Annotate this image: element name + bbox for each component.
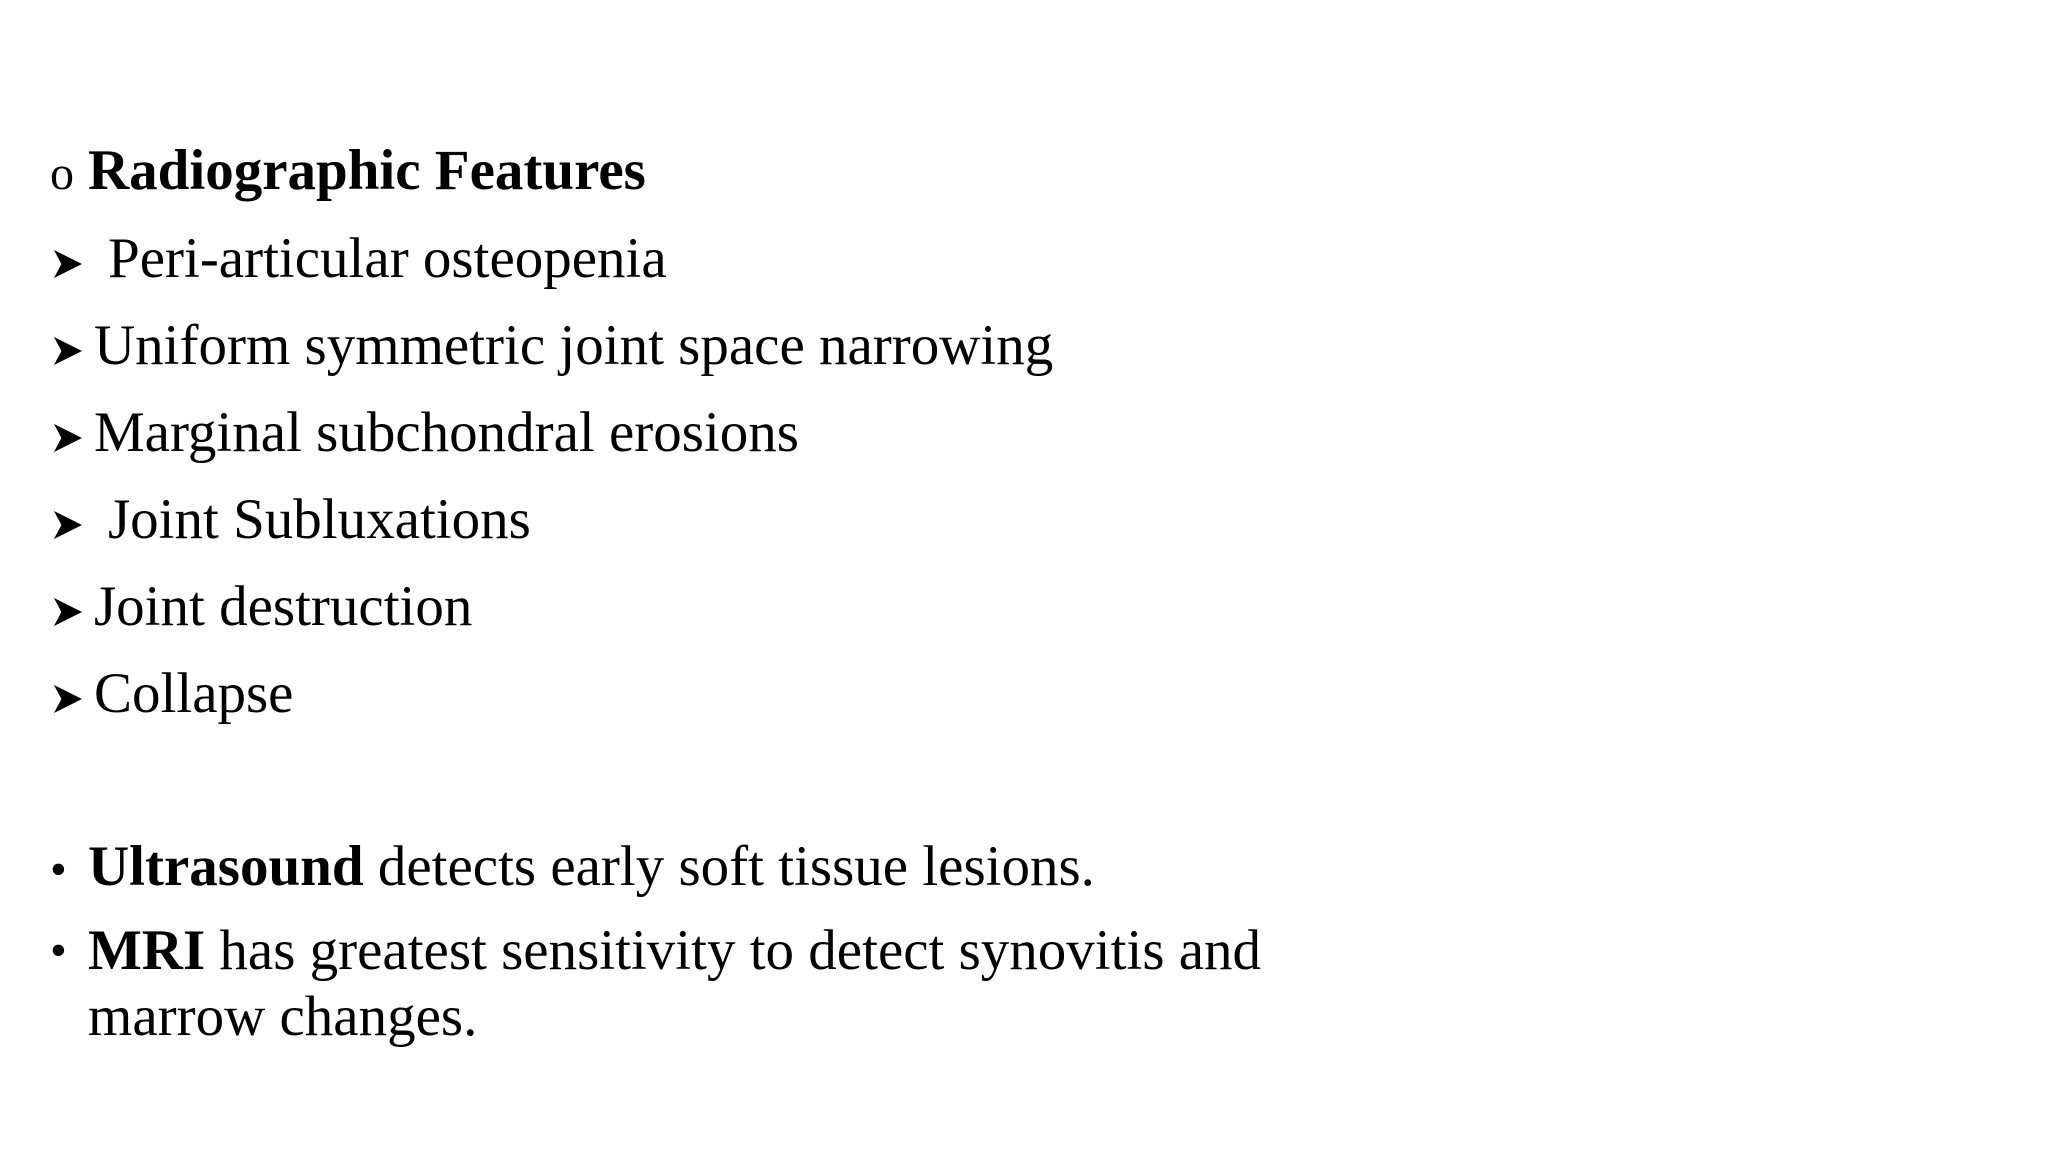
bullet-dot: • <box>50 843 67 896</box>
imaging-description: has greatest sensitivity to detect synovitis and marrow changes. <box>88 919 1276 1048</box>
imaging-term: MRI <box>88 919 206 982</box>
arrow-bullet-icon <box>50 417 94 451</box>
feature-text: Joint Subluxations <box>108 488 531 551</box>
feature-text: Uniform symmetric joint space narrowing <box>94 314 1054 377</box>
list-item <box>50 226 667 292</box>
arrow-bullet-icon <box>50 504 94 538</box>
arrow-bullet-icon <box>50 678 94 712</box>
list-item <box>50 487 531 553</box>
heading-title: Radiographic Features <box>88 139 646 202</box>
imaging-paragraph <box>88 918 1450 1050</box>
list-item <box>50 661 293 727</box>
section-heading <box>50 138 646 207</box>
list-item <box>50 313 1053 379</box>
imaging-term: Ultrasound <box>88 835 364 898</box>
list-item <box>50 574 472 640</box>
heading-marker: o <box>50 147 74 200</box>
arrow-bullet-icon <box>50 330 94 364</box>
feature-text: Joint destruction <box>94 575 473 638</box>
list-item <box>50 834 1095 903</box>
imaging-description: detects early soft tissue lesions. <box>363 835 1095 898</box>
arrow-bullet-icon <box>50 591 94 625</box>
feature-text: Peri-articular osteopenia <box>108 227 667 290</box>
list-item <box>50 400 799 466</box>
feature-text: Collapse <box>94 662 294 725</box>
bullet-dot: • <box>50 924 67 977</box>
arrow-bullet-icon <box>50 243 94 277</box>
list-item <box>50 918 1450 1050</box>
feature-text: Marginal subchondral erosions <box>94 401 799 464</box>
